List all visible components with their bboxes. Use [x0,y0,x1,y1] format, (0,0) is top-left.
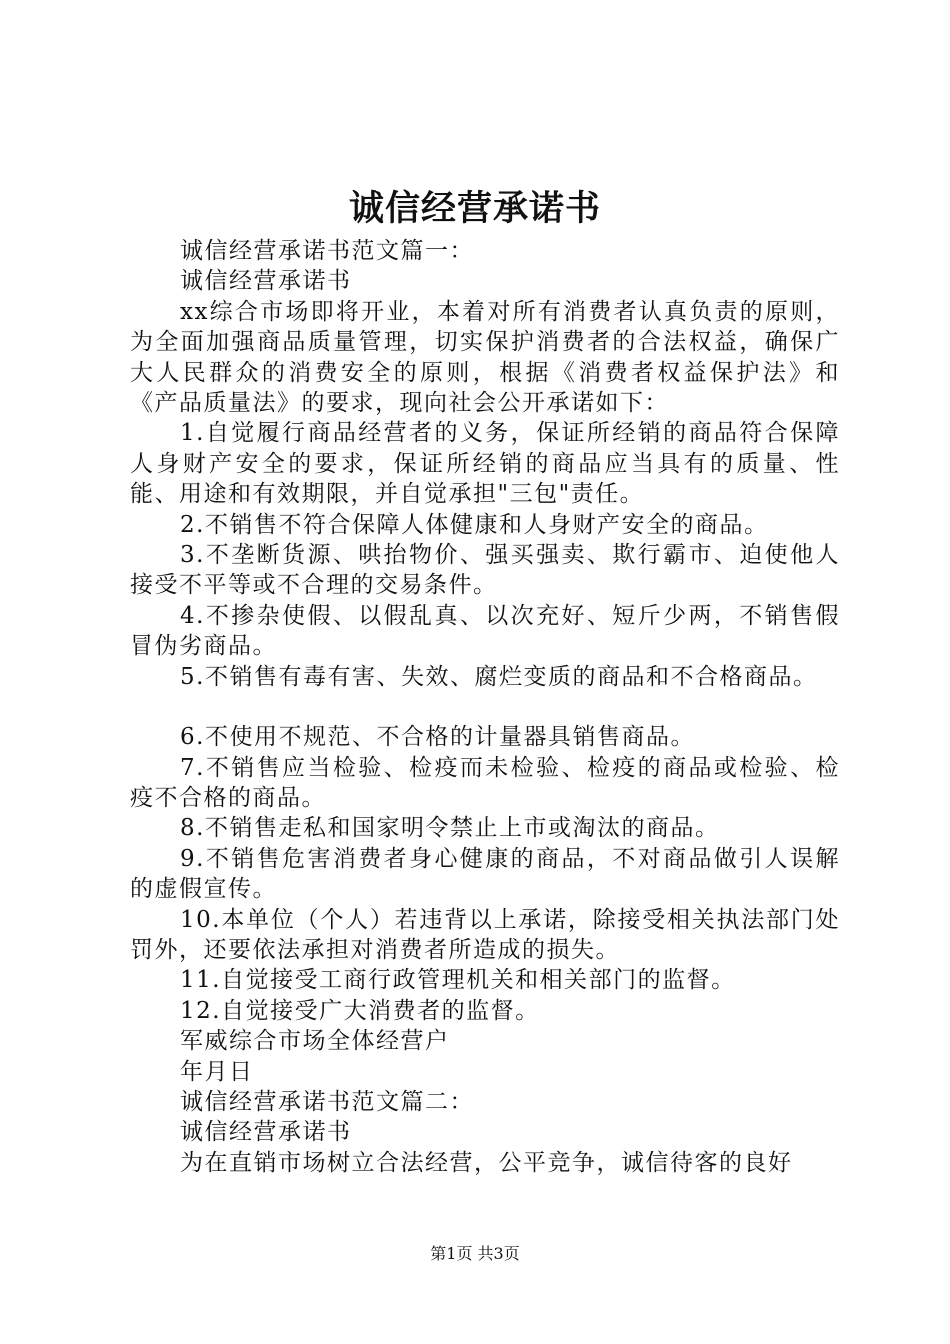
paragraph-intro: xx综合市场即将开业，本着对所有消费者认真负责的原则，为全面加强商品质量管理，切实保护消费者的合法权益，确保广大人民群众的消费安全的原则，根据《消费者权益保护法》和《产品质量法》的要求，现向社会公开承诺如下： [130,298,840,417]
paragraph-item-1: 1.自觉履行商品经营者的义务，保证所经销的商品符合保障人身财产安全的要求，保证所经销的商品应当具有的质量、性能、用途和有效期限，并自觉承担"三包"责任。 [130,420,840,508]
paragraph-date: 年月日 [180,1058,254,1085]
paragraph-letter-title-1: 诚信经营承诺书 [180,268,352,295]
page-footer: 第1页 共3页 [430,1244,520,1263]
paragraph-item-2: 2.不销售不符合保障人体健康和人身财产安全的商品。 [180,511,769,538]
paragraph-item-9: 9.不销售危害消费者身心健康的商品，不对商品做引人误解的虚假宣传。 [130,845,840,903]
paragraph-section-heading-1: 诚信经营承诺书范文篇一： [180,238,474,264]
paragraph-item-7: 7.不销售应当检验、检疫而未检验、检疫的商品或检验、检疫不合格的商品。 [130,754,840,811]
document-body [130,236,840,1178]
document-title: 诚信经营承诺书 [348,188,601,229]
paragraph-item-4: 4.不掺杂使假、以假乱真、以次充好、短斤少两，不销售假冒伪劣商品。 [130,602,840,660]
paragraph-item-8: 8.不销售走私和国家明令禁止上市或淘汰的商品。 [180,815,720,842]
paragraph-second-intro: 为在直销市场树立合法经营，公平竞争，诚信待客的良好 [180,1149,793,1176]
paragraph-item-12: 12.自觉接受广大消费者的监督。 [180,997,540,1024]
paragraph-letter-title-2: 诚信经营承诺书 [180,1119,352,1146]
paragraph-item-3: 3.不垄断货源、哄抬物价、强买强卖、欺行霸市、迫使他人接受不平等或不合理的交易条件。 [130,542,840,599]
paragraph-item-5: 5.不销售有毒有害、失效、腐烂变质的商品和不合格商品。 [180,663,818,690]
paragraph-item-10: 10.本单位（个人）若违背以上承诺，除接受相关执法部门处罚外，还要依法承担对消费者所造成的损失。 [130,906,840,963]
paragraph-item-11: 11.自觉接受工商行政管理机关和相关部门的监督。 [180,967,736,994]
paragraph-item-6: 6.不使用不规范、不合格的计量器具销售商品。 [180,724,695,751]
paragraph-signatory: 军威综合市场全体经营户 [180,1028,450,1055]
paragraph-section-heading-2: 诚信经营承诺书范文篇二： [180,1088,474,1115]
